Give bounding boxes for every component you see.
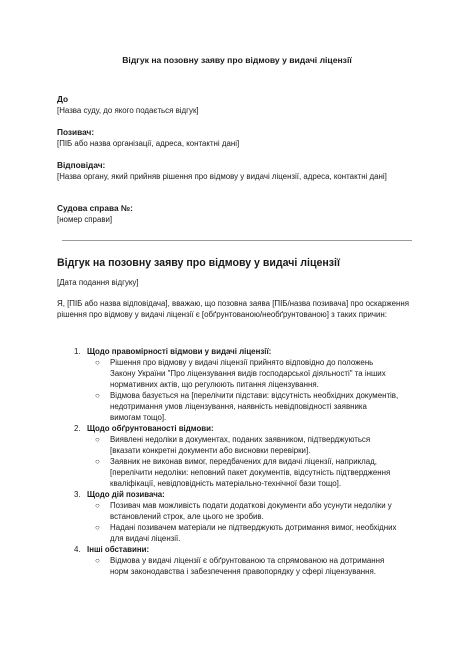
item-number: 4.	[74, 545, 81, 554]
intro-paragraph: Я, [ПІБ або назва відповідача], вважаю, що позовна заява [ПІБ/назва позивача] про оскарження рішення про відмову у видачі ліцензії є [обґрунтованою/необґрунтованою] з таких причин:	[57, 299, 410, 319]
list-item	[57, 423, 427, 489]
sub-item-text: Рішення про відмову у видачі ліцензії прийнято відповідно до положень Закону України "Про ліцензування видів господарської діяльності" та інших нормативних актів, що регулюють питання ліцензування.	[110, 358, 386, 389]
sub-item	[57, 522, 400, 544]
bullet-icon: ○	[95, 435, 100, 444]
reasons-list	[57, 346, 427, 577]
item-label: Щодо обґрунтованості відмови:	[87, 424, 214, 433]
bullet-icon: ○	[95, 523, 100, 532]
sub-item-text: Виявлені недоліки в документах, поданих заявником, підтверджуються [вказати конкретні документи або висновки перевірки].	[110, 435, 371, 455]
field-label: Позивач:	[57, 127, 95, 137]
submission-date: [Дата подання відгуку]	[57, 278, 139, 287]
item-label: Інші обставини:	[87, 545, 150, 554]
field-value: [Назва суду, до якого подається відгук]	[57, 106, 199, 115]
field-label: Судова справа №:	[57, 203, 133, 213]
list-item	[57, 346, 427, 423]
field-plaintiff	[57, 127, 417, 149]
divider	[62, 240, 412, 241]
field-defendant	[57, 160, 417, 182]
bullet-icon: ○	[95, 358, 100, 367]
section-title: Відгук на позовну заяву про відмову у видачі ліцензії	[57, 257, 340, 269]
list-item	[57, 489, 427, 544]
field-value: [ПІБ або назва організації, адреса, контактні дані]	[57, 139, 240, 148]
bullet-icon: ○	[95, 391, 100, 400]
field-court	[57, 94, 417, 116]
field-value: [Назва органу, який прийняв рішення про відмову у видачі ліцензії, адреса, контактні дані]	[57, 172, 387, 181]
list-item	[57, 544, 427, 577]
bullet-icon: ○	[95, 556, 100, 565]
item-number: 2.	[74, 424, 81, 433]
field-label: До	[57, 94, 69, 104]
sub-item-text: Відмова базується на [перелічити підстави: відсутність необхідних документів, недотримання умов ліцензування, наявність невідповідності заявника вимогам тощо].	[110, 391, 399, 422]
sub-item-text: Заявник не виконав вимог, передбачених для видачі ліцензії, наприклад, [перелічити недоліки: неповний пакет документів, відсутність підтвердження кваліфікації, невідповідність матеріально-технічної бази тощо].	[110, 457, 391, 488]
field-value: [номер справи]	[57, 215, 113, 224]
sub-item	[57, 500, 400, 522]
item-label: Щодо правомірності відмови у видачі ліцензії:	[87, 347, 272, 356]
field-case-number	[57, 203, 417, 225]
sub-item-text: Позивач мав можливість подати додаткові документи або усунути недоліки у встановлений строк, але цього не зробив.	[110, 501, 392, 521]
sub-item-text: Відмова у видачі ліцензії є обґрунтованою та спрямованою на дотримання норм законодавства і забезпечення правопорядку у сфері ліцензування.	[110, 556, 385, 576]
item-number: 1.	[74, 347, 81, 356]
document-title: Відгук на позовну заяву про відмову у видачі ліцензії	[122, 55, 352, 65]
sub-item-text: Надані позивачем матеріали не підтверджують дотримання вимог, необхідних для видачі ліцензії.	[110, 523, 397, 543]
bullet-icon: ○	[95, 457, 100, 466]
sub-item	[57, 390, 400, 423]
item-label: Щодо дій позивача:	[87, 490, 165, 499]
sub-item	[57, 434, 400, 456]
bullet-icon: ○	[95, 501, 100, 510]
sub-item	[57, 357, 400, 390]
sub-item	[57, 456, 400, 489]
field-label: Відповідач:	[57, 160, 106, 170]
item-number: 3.	[74, 490, 81, 499]
sub-item	[57, 555, 400, 577]
